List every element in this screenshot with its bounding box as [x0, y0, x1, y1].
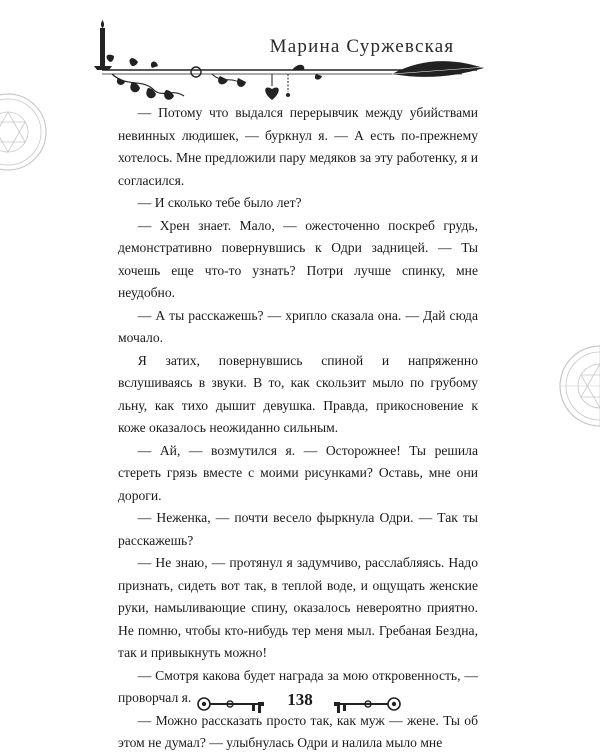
- paragraph: — Смотря какова будет награда за мою откровенность, — проворчал я.: [118, 667, 478, 705]
- seal-circle-icon: [0, 92, 48, 172]
- seal-circle-icon: [558, 344, 600, 428]
- page-number: 138: [287, 690, 313, 709]
- paragraph: — Потому что выдался перерывчик между убийствами невинных людишек, — буркнул я. — А есть по-прежнему хотелось. Мне предложили пару медяков за эту работенку, я и согласился.: [118, 105, 478, 188]
- page-footer: [0, 688, 600, 728]
- paragraph: — Можно рассказать просто так, как муж — жене. Ты об этом не думал? — улыбнулась Одри и налила мыло мне: [118, 712, 478, 750]
- candle-vine-ornament-icon: [92, 18, 492, 108]
- paragraph: — Не знаю, — протянул я задумчиво, расслабляясь. Надо признать, сидеть вот так, в теплой воде, и ощущать женские руки, намыливающие спину, оказалось невероятно приятно. Не помню, чтобы кто-нибудь тер меня мыл. Гребаная Бездна, так и привыкнуть можно!: [118, 555, 478, 660]
- author-running-head: Марина Суржевская: [269, 36, 455, 57]
- paragraph: — Ай, — возмутился я. — Осторожнее! Ты решила стереть грязь вместе с моими рисунками? Оставь, мне они дороги.: [118, 442, 478, 503]
- paragraph: — Неженка, — почти весело фыркнула Одри. — Так ты расскажешь?: [118, 510, 478, 548]
- body-text: [118, 102, 478, 755]
- paragraph: — Хрен знает. Мало, — ожесточенно поскреб грудь, демонстративно повернувшись к Одри задницей. — Ты хочешь еще что-то узнать? Потри лучше спинку, мне неудобно.: [118, 217, 478, 300]
- paragraph: — И сколько тебе было лет?: [137, 195, 302, 210]
- key-ornament-icon: [330, 692, 402, 716]
- paragraph: — А ты расскажешь? — хрипло сказала она. — Дай сюда мочало.: [118, 307, 478, 345]
- paragraph: Я затих, повернувшись спиной и напряженно вслушиваясь в звуки. В то, как скользит мыло по грубому льну, как тихо дышит девушка. Правда, прикосновение к коже оказалось неожиданно сильным.: [118, 352, 478, 435]
- key-ornament-icon: [196, 692, 268, 716]
